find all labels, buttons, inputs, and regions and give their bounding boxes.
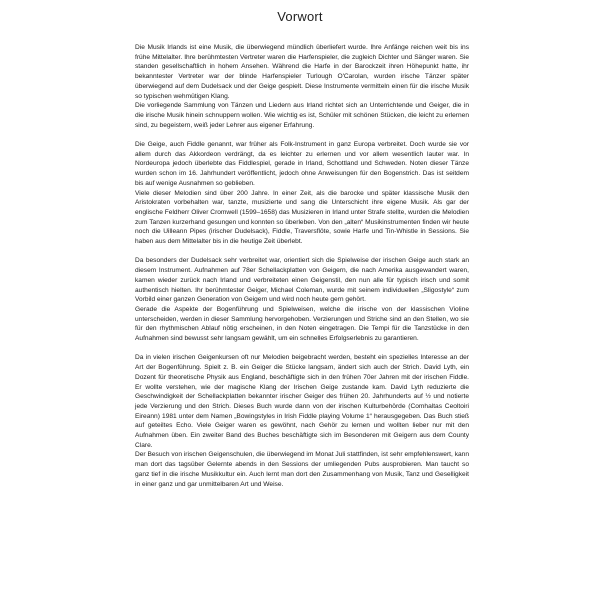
section-4	[135, 353, 469, 489]
section-1	[135, 43, 469, 130]
section-divider	[135, 130, 469, 140]
document-body	[135, 43, 469, 489]
paragraph: Viele dieser Melodien sind über 200 Jahre. In einer Zeit, als die barocke und später klassische Musik den Aristokraten vorbehalten war, tanzte, musizierte und sang die Unterschicht ihre eigene Musik. Als gar der englische Feldherr Oliver Cromwell (1599–1658) das Musizieren in Irland unter Strafe stellte, wurden die Melodien zum Tanzen kurzerhand gesungen und konnten so überleben. Von den „alten“ Musikinstrumenten finden wir heute noch die Uilleann Pipes (irischer Dudelsack), Fiddle, Traversflöte, sowie Harfe und Tin-Whistle in Sessions. Sie haben aus dem Mittelalter bis in die heutige Zeit überlebt.	[135, 189, 469, 246]
paragraph: Der Besuch von irischen Geigenschulen, die überwiegend im Monat Juli stattfinden, ist sehr empfehlenswert, kann man dort das tagsüber Gelernte abends in den Sessions der umliegenden Pubs ausprobieren. Man taucht so ganz tief in die irische Musikkultur ein. Auch lernt man dort den Zusammenhang von Musik, Tanz und Geselligkeit in einer ganz und gar unmittelbaren Art und Weise.	[135, 451, 469, 488]
paragraph: Da besonders der Dudelsack sehr verbreitet war, orientiert sich die Spielweise der irischen Geige auch stark an diesem Instrument. Aufnahmen auf 78er Schellackplatten von Geigern, die nach Amerika ausgewandert waren, kamen wieder zurück nach Irland und verbreiteten einen Geigenstil, den nun alle für typisch irisch und somit authentisch hielten. Ihr berühmtester Geiger, Michael Coleman, wurde mit seinem individuellen „Sligostyle“ zum Vorbild einer ganzen Generation von Geigern und wird noch heute gern gehört.	[135, 257, 469, 304]
section-divider	[135, 247, 469, 257]
paragraph: Die Geige, auch Fiddle genannt, war früher als Folk-Instrument in ganz Europa verbreitet. Doch wurde sie vor allem durch das Akkordeon verdrängt, da es leichter zu erlernen und vor allem wesentlich lauter war. In Nordeuropa jedoch überlebte das Fiddlespiel, gerade in Irland, Schottland und Schweden. Noten dieser Tänze wurden schon im 16. Jahrhundert veröffentlicht, jedoch ohne Anweisungen für den Bogenstrich. Das ist seitdem bis auf wenige Ausnahmen so geblieben.	[135, 141, 469, 187]
paragraph: Da in vielen irischen Geigenkursen oft nur Melodien beigebracht werden, besteht ein spezielles Interesse an der Art der Bogenführung. Spielt z. B. ein Geiger die Stücke langsam, ändert sich auch der Strich. David Lyth, ein Dozent für theoretische Physik aus England, beschäftigte sich in den frühen 70er Jahren mit der irischen Fiddle. Er wollte verstehen, wie der magische Klang der Irischen Geige zustande kam. David Lyth reduzierte die Geschwindigkeit der Schellackplatten bekannter irischer Geiger des frühen 20. Jahrhunderts auf ½ und notierte jede Verzierung und den Strich. Dieses Buch wurde dann von der irischen Kulturbehörde (Comhaltas Ceoltoiri Eireann) 1981 unter dem Namen „Bowingstyles in Irish Fiddle playing Volume 1“ herausgegeben. Das Buch stieß auf geteiltes Echo. Viele Geiger waren es gewöhnt, nach Gehör zu lernen und wollten lieber nur mit den Aufnahmen üben. Ein zweiter Band des Buches beschäftigte sich im Besonderen mit Geigern aus dem County Clare.	[135, 354, 469, 449]
paragraph: Die Musik Irlands ist eine Musik, die überwiegend mündlich überliefert wurde. Ihre Anfänge reichen weit bis ins frühe Mittelalter. Ihre berühmtesten Vertreter waren die Harfenspieler, die zugleich Dichter und Sänger waren. Sie standen gesellschaftlich in hohem Ansehen. Während die Harfe in der Barockzeit ihren Höhepunkt hatte, ihr bekanntester Vertreter war der blinde Harfenspieler Turlough O'Carolan, wurden irische Tänzer später überwiegend auf dem Dudelsack und der Geige gespielt. Diese Instrumente vermitteln einen für die irische Musik so typischen wehmütigen Klang.	[135, 44, 469, 100]
section-divider	[135, 344, 469, 354]
paragraph: Die vorliegende Sammlung von Tänzen und Liedern aus Irland richtet sich an Unterrichtende und Geiger, die in die irische Musik hinein schnuppern wollen. Wie wichtig es ist, Schüler mit schönen Stücken, die leicht zu erlernen sind, zu begeistern, weiß jeder Lehrer aus eigener Erfahrung.	[135, 102, 469, 129]
page-title: Vorwort	[277, 9, 323, 24]
paragraph: Gerade die Aspekte der Bogenführung und Spielweisen, welche die irische von der klassischen Violine unterscheiden, werden in dieser Sammlung hervorgehoben. Verzierungen und Striche sind an den Stellen, wo sie für den rhythmischen Ablauf nötig erscheinen, in den Noten eingetragen. Die Tempi für die Tanzstücke in den Aufnahmen sind bewusst sehr langsam gewählt, um ein schnelles Erfolgserlebnis zu garantieren.	[135, 305, 469, 343]
section-2	[135, 140, 469, 247]
section-3	[135, 256, 469, 343]
